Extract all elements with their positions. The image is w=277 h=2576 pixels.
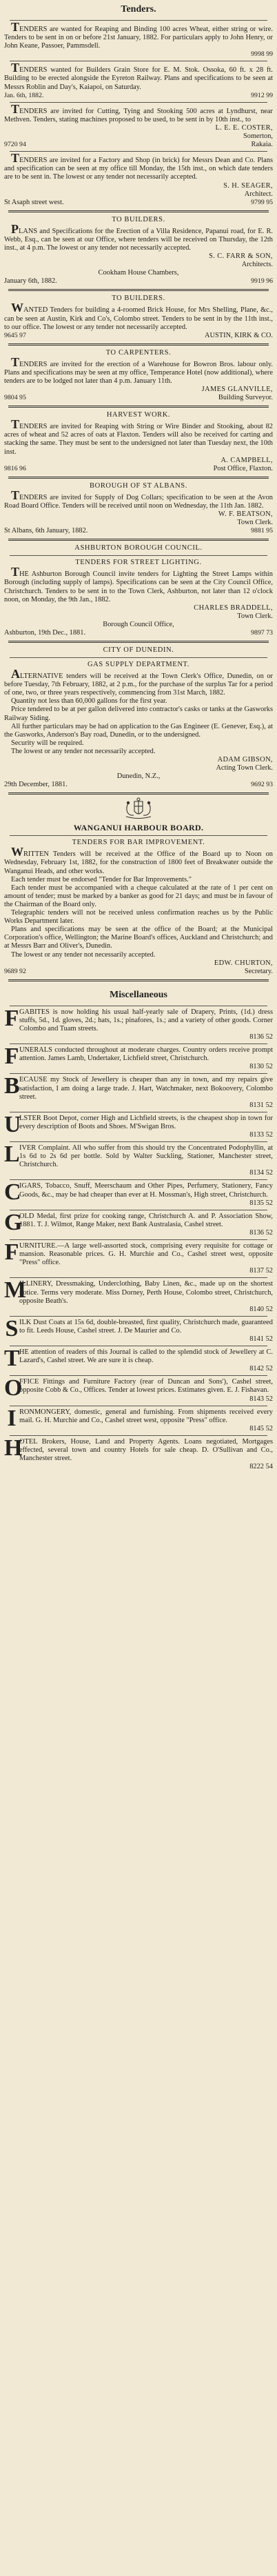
entry-reference: 8142 52: [249, 1365, 273, 1373]
section-subheading: GAS SUPPLY DEPARTMENT.: [88, 661, 189, 669]
notice-address: St Albans, 6th January, 1882.: [4, 527, 88, 535]
section-heading: TO BUILDERS.: [112, 215, 165, 223]
notice-paragraph: Telegraphic tenders will not be received unless confirmation reaches us by the Public Works Department later.: [4, 909, 273, 926]
misc-heading: Miscellaneous: [110, 989, 167, 1000]
section-heading: HARVEST WORK.: [106, 411, 171, 419]
harvest-notice: [4, 410, 273, 473]
notice-signer: JAMES GLANVILLE,: [201, 386, 273, 394]
notice-paragraph: Price tendered to be at per gallon delivered into contractor's casks or tanks at the Gasworks Railway Siding.: [4, 706, 273, 722]
entry-text: FFICE Fittings and Furniture Factory (rear of Duncan and Sons'), Cashel street, opposite Cobb & Co., Offices. Tender at lowest prices. Estimates given. E. J. Fishavan.: [19, 1378, 273, 1395]
ad-place: Somerton,: [243, 132, 273, 141]
section-heading: CITY OF DUNEDIN.: [103, 646, 174, 655]
notice-reference: 9919 96: [251, 277, 273, 286]
section-heading: TO CARPENTERS.: [105, 348, 172, 357]
notice-paragraph: The lowest or any tender not necessarily accepted.: [11, 950, 156, 959]
crest-icon: [119, 797, 158, 821]
notice-reference: 9689 92: [4, 967, 26, 975]
divider: [10, 1239, 267, 1240]
misc-entry: [4, 1073, 273, 1109]
drop-cap: I: [7, 1405, 17, 1431]
ad-body: TENDERS are invited for Cutting, Tying and Stooking 500 acres at Lyndhurst, near Methven. Tenders, stating machines proposed to be used, to be sent in by 10th inst., to: [4, 101, 273, 123]
ad-signer: L. E. E. COSTER,: [215, 123, 273, 132]
section-subheading: TENDERS FOR BAR IMPROVEMENT.: [72, 839, 205, 847]
divider: [10, 835, 267, 836]
entry-text: IGARS, Tobacco, Snuff, Meerschaum and Other Pipes, Perfumery, Stationery, Fancy Goods, &c., may be had cheaper than ever at H. Mossman's, High street, Christchurch.: [19, 1182, 273, 1199]
ad-body: TENDERS are invited for a Factory and Shop (in brick) for Messrs Dean and Co. Plans and specification can be seen at my office till Monday, the 15th inst., on which date tenders are to be sent in. The lowest or any tender not necessarily accepted.: [4, 151, 273, 181]
divider: [10, 102, 267, 103]
notice-paragraph: ALTERNATIVE tenders will be received at the Town Clerk's Office, Dunedin, on or before Tuesday, 7th February, 1882, at 2 p.m., for the purchase of the surplus Tar for a period of one, two, or three years respectively, commencing from 31st March, 1882.: [4, 667, 273, 697]
divider: [10, 1375, 267, 1376]
coat-of-arms-emblem: [4, 797, 273, 821]
double-divider: [8, 792, 269, 795]
divider: [10, 1277, 267, 1278]
drop-cap: F: [4, 1044, 19, 1070]
page-title: Tenders.: [121, 4, 156, 14]
notice-paragraph: WRITTEN Tenders will be received at the Office of the Board up to Noon on Wednesday, February 1st, 1882, for the construction of 1800 feet of Breakwater outside the Wanganui Heads, and other works.: [4, 845, 273, 875]
tender-ad: [4, 63, 273, 99]
notice-signer: CHARLES BRADDELL,: [194, 603, 273, 612]
notice-signer: AUSTIN, KIRK & CO.: [204, 331, 273, 339]
notice-paragraph: All further particulars may be had on application to the Gas Engineer (E. Genever, Esq.), at the Gasworks, Anderson's Bay road, Dunedin, or to the undersigned.: [4, 722, 273, 739]
divider: [10, 657, 267, 658]
entry-reference: 8133 52: [249, 1131, 273, 1139]
drop-cap: O: [4, 1375, 23, 1401]
builders-notice: [4, 215, 273, 286]
double-divider: [8, 343, 269, 346]
notice-body: THE Ashburton Borough Council invite tenders for Lighting the Street Lamps within Borough (including supply of lamps). Specifications can be seen at the City Council Office, Christchurch. Tenders to be sent in to the Town Clerk, Ashburton, not later than 12 o'clock noon, on Monday, the 9th Jan., 1882.: [4, 565, 273, 603]
misc-entry: [4, 1315, 273, 1344]
notice-signer: W. F. BEATSON,: [218, 510, 273, 519]
builders-notice: [4, 294, 273, 339]
notice-address: Cookham House Chambers,: [98, 269, 179, 277]
ad-reference: 9998 99: [251, 50, 273, 59]
notice-reference: 9645 97: [4, 331, 26, 339]
notice-date: January 6th, 1882.: [4, 277, 57, 286]
misc-entry: [4, 1005, 273, 1041]
misc-entry: [4, 1375, 273, 1403]
misc-entry: [4, 1405, 273, 1433]
entry-reference: 8131 52: [249, 1101, 273, 1109]
tender-ad: [4, 20, 273, 59]
divider: [10, 1073, 267, 1074]
double-divider: [8, 406, 269, 408]
entry-text: URNITURE.—A large well-assorted stock, comprising every requisite for cottage or mansion. Reasonable prices. G. H. Murchie and Co., Cashel street west, opposite "Press" office.: [19, 1242, 273, 1267]
section-heading: TO BUILDERS.: [112, 294, 165, 303]
misc-entry: [4, 1209, 273, 1237]
drop-cap: C: [4, 1179, 21, 1206]
double-divider: [8, 477, 269, 479]
drop-cap: H: [4, 1435, 23, 1461]
notice-title: Post Office, Flaxton.: [213, 464, 273, 472]
divider: [10, 1141, 267, 1142]
drop-cap: B: [4, 1073, 20, 1099]
ad-address: St Asaph street west.: [4, 198, 64, 206]
entry-reference: 8137 52: [249, 1267, 273, 1275]
notice-date: 29th December, 1881.: [4, 781, 68, 789]
notice-paragraph: Each tender must be endorsed "Tender for Bar Improvements.": [11, 875, 192, 883]
tender-ad: [4, 101, 273, 149]
misc-entry: [4, 1435, 273, 1471]
misc-entry: [4, 1046, 273, 1071]
ashburton-notice: [4, 543, 273, 637]
section-heading: WANGANUI HARBOUR BOARD.: [73, 823, 204, 833]
entry-text: UNERALS conducted throughout at moderate charges. Country orders receive prompt attention. James Lamb, Undertaker, Lichfield street, Christchurch.: [19, 1046, 273, 1063]
section-heading: ASHBURTON BOROUGH COUNCIL.: [74, 544, 203, 552]
divider: [10, 1435, 267, 1436]
entry-text: RONMONGERY, domestic, general and furnishing. From shipments received every mail. G. H. Murchie and Co., Cashel street west, opposite "Press" office.: [19, 1408, 273, 1424]
drop-cap: F: [4, 1005, 19, 1031]
double-divider: [8, 979, 269, 981]
ad-body: TENDERS are wanted for Reaping and Binding 100 acres Wheat, either string or wire. Tenders to be sent in on or before 21st January, 1882. For particulars apply to John Henry, or John Keane, Passoer, Pammsdell.: [4, 20, 273, 50]
entry-reference: 8141 52: [249, 1335, 273, 1343]
notice-paragraph: Each tender must be accompanied with a cheque calculated at the rate of 1 per cent on amount of tender; must be marked by a banker as good for 21 days; and must be in favour of the Chairman of the Board only.: [4, 883, 273, 908]
entry-text: IVER Complaint. All who suffer from this should try the Concentrated Podophyllin, at 1s 6d to 2s 6d per bottle. Sold by Walter Suckling, Stationer, Manchester street, Christchurch.: [19, 1144, 273, 1169]
drop-cap: S: [5, 1315, 19, 1341]
notice-body: TENDERS are invited for the erection of a Warehouse for Bowron Bros. labour only. Plans and specifications may be seen at my office, Temperance Hotel (now additional), where tenders are to be lodged not later than 4 p.m. January 11th.: [4, 355, 273, 385]
entry-reference: 8143 52: [249, 1395, 273, 1403]
ad-title: Architect.: [244, 190, 273, 198]
ad-place-2: Rakaia.: [251, 141, 273, 149]
dunedin-notice: [4, 646, 273, 789]
miscellaneous-section: [4, 986, 273, 1472]
entry-text: GABITES is now holding his usual half-yearly sale of Drapery, Prints, (1d.) dress stuffs, 5d., 1d. gloves, 2d.; hats, 1s.; pinafores, 1s.; and a variety of other goods. Corner Colombo and Tuam streets.: [19, 1008, 273, 1032]
notice-signer: ADAM GIBSON,: [217, 756, 273, 763]
entry-text: OLD Medal, first prize for cooking range, Christchurch A. and P. Association Show, 1881. T. J. Wilmot, Range Maker, next Bank Australasia, Cashel street.: [19, 1212, 273, 1228]
notice-signer: EDW. CHURTON,: [214, 959, 273, 967]
notice-address: Borough Council Office,: [103, 620, 174, 628]
entry-text: ILK Dust Coats at 15s 6d, double-breasted, first quality, Christchurch made, guaranteed to fit. Leeds House, Cashel street. J. De Maurier and Co.: [19, 1318, 273, 1335]
entry-text: ILLINERY, Dressmaking, Underclothing, Baby Linen, &c., made up on the shortest notice. Terms very moderate. Miss Dorney, Perth House, Colombo street, Christchurch, opposite Beath's.: [19, 1280, 273, 1305]
ad-reference: 9720 94: [4, 141, 26, 149]
misc-entry: [4, 1179, 273, 1207]
notice-body: WANTED Tenders for building a 4-roomed Brick House, for Mrs Shelling, Plane, &c., can be seen at Austin, Kirk and Co's, Colombo street. Tenders to be sent in by the 11th inst., to our office. The lowest or any tender not necessarily accepted.: [4, 301, 273, 331]
entry-reference: 8130 52: [249, 1063, 273, 1071]
drop-cap: F: [4, 1239, 19, 1266]
drop-cap: G: [4, 1209, 23, 1235]
notice-title: Building Surveyor.: [218, 394, 273, 402]
ad-body: TENDERS wanted for Builders Grain Store for E. M. Stok. Ossoka, 60 ft. x 28 ft. Building to be erected alongside the Eyreton Railway. Plans and specifications to be seen at Messrs Roblin and Day's, Kaiapoi, on Saturday.: [4, 61, 273, 91]
tender-ad: [4, 151, 273, 207]
entry-text: HE attention of readers of this Journal is called to the splendid stock of Jewellery at C. Lazard's, Cashel street. We are sure it is cheap.: [19, 1348, 273, 1365]
notice-body: PLANS and Specifications for the Erection of a Villa Residence, Papanui road, for E. R. Webb, Esq., can be seen at our Office, where tenders will be received on Thursday, the 12th inst., at 4 p.m. The lowest or any tender not necessarily accepted.: [4, 221, 273, 252]
notice-reference: 9692 93: [251, 781, 273, 789]
notice-title: Acting Town Clerk.: [216, 764, 273, 772]
ad-signer: S. H. SEAGER,: [223, 181, 273, 190]
notice-address: Dunedin, N.Z.,: [116, 772, 161, 781]
notice-paragraph: Plans and specifications may be seen at the office of the Board; at the Municipal Corporation's office, Wellington; the Marine Board's offices, Auckland and Christchurch; and at Messrs Barr and Oliver's, Dunedin.: [4, 926, 273, 950]
double-divider: [8, 210, 269, 212]
notice-address-2: Ashburton, 19th Dec., 1881.: [4, 628, 86, 637]
notice-body: TENDERS are invited for Supply of Dog Collars; specification to be seen at the Avon Road Board Office. Tenders will be received until noon on Wednesday, the 11th Jan. 1882.: [4, 488, 273, 510]
carpenters-notice: [4, 348, 273, 402]
entry-reference: 8134 52: [249, 1169, 273, 1177]
notice-body: TENDERS are invited for Reaping with String or Wire Binder and Stooking, about 82 acres of wheat and 52 acres of oats at Flaxton. Tenders will also be received for carting and stacking the same. They must be sent to the undersigned not later than Tuesday next, the 10th inst.: [4, 417, 273, 456]
ad-reference: 9912 99: [251, 91, 273, 99]
notice-signer: S. C. FARR & SON,: [209, 252, 273, 261]
entry-reference: 8136 52: [249, 1033, 273, 1041]
divider: [10, 151, 267, 152]
notice-title: Secretary.: [244, 967, 273, 975]
notice-reference: 9897 73: [251, 628, 273, 637]
divider: [10, 555, 267, 556]
notice-title: Architects.: [241, 261, 273, 269]
misc-entry: [4, 1348, 273, 1373]
double-divider: [8, 539, 269, 541]
misc-entry: [4, 1111, 273, 1139]
entry-reference: 8140 52: [249, 1305, 273, 1313]
entry-reference: 8136 52: [249, 1228, 273, 1237]
drop-cap: M: [4, 1277, 27, 1304]
double-divider: [8, 289, 269, 291]
entry-reference: 8222 54: [249, 1463, 273, 1471]
entry-text: OTEL Brokers, House, Land and Property Agents. Loans negotiated, Mortgages effected, several town and country Hotels for sale cheap. D. O'Sullivan and Co., Manchester street.: [19, 1437, 273, 1463]
wanganui-notice: [4, 822, 273, 975]
entry-text: LSTER Boot Depot, corner High and Lichfield streets, is the cheapest shop in town for every description of Boots and Shoes. M'Swigan Bros.: [19, 1114, 273, 1130]
section-subheading: TENDERS FOR STREET LIGHTING.: [75, 559, 202, 567]
notice-title: Town Clerk.: [237, 519, 273, 527]
ad-date: Jan. 6th, 1882.: [4, 91, 44, 99]
divider: [10, 1179, 267, 1180]
drop-cap: T: [4, 1346, 20, 1372]
misc-entry: [4, 1239, 273, 1275]
entry-reference: 8145 52: [249, 1424, 273, 1432]
ad-reference: 9799 95: [251, 198, 273, 206]
drop-cap: U: [4, 1111, 21, 1137]
notice-paragraph: Quantity not less than 60,000 gallons for the first year.: [11, 697, 167, 706]
entry-reference: 8135 52: [249, 1199, 273, 1207]
section-heading: BOROUGH OF ST ALBANS.: [90, 481, 187, 490]
title-divider: [10, 20, 267, 21]
notice-title: Town Clerk.: [237, 612, 273, 620]
misc-entry: [4, 1141, 273, 1177]
divider: [10, 1316, 267, 1317]
notice-signer: A. CAMPBELL,: [220, 456, 273, 464]
double-divider: [8, 641, 269, 643]
st-albans-notice: [4, 481, 273, 535]
drop-cap: L: [4, 1141, 20, 1168]
notice-paragraph: Security will be required.: [11, 739, 84, 747]
notice-reference: 9804 95: [4, 394, 26, 402]
notice-paragraph: The lowest or any tender not necessarily accepted.: [11, 747, 156, 755]
entry-text: ECAUSE my Stock of Jewellery is cheaper than any in town, and my repairs give satisfaction, I am doing a large trade. J. Hart, Watchmaker, next Bokoovery, Colombo street.: [19, 1076, 273, 1101]
misc-entry: [4, 1277, 273, 1313]
notice-reference: 9816 96: [4, 464, 26, 472]
notice-reference: 9881 95: [251, 527, 273, 535]
